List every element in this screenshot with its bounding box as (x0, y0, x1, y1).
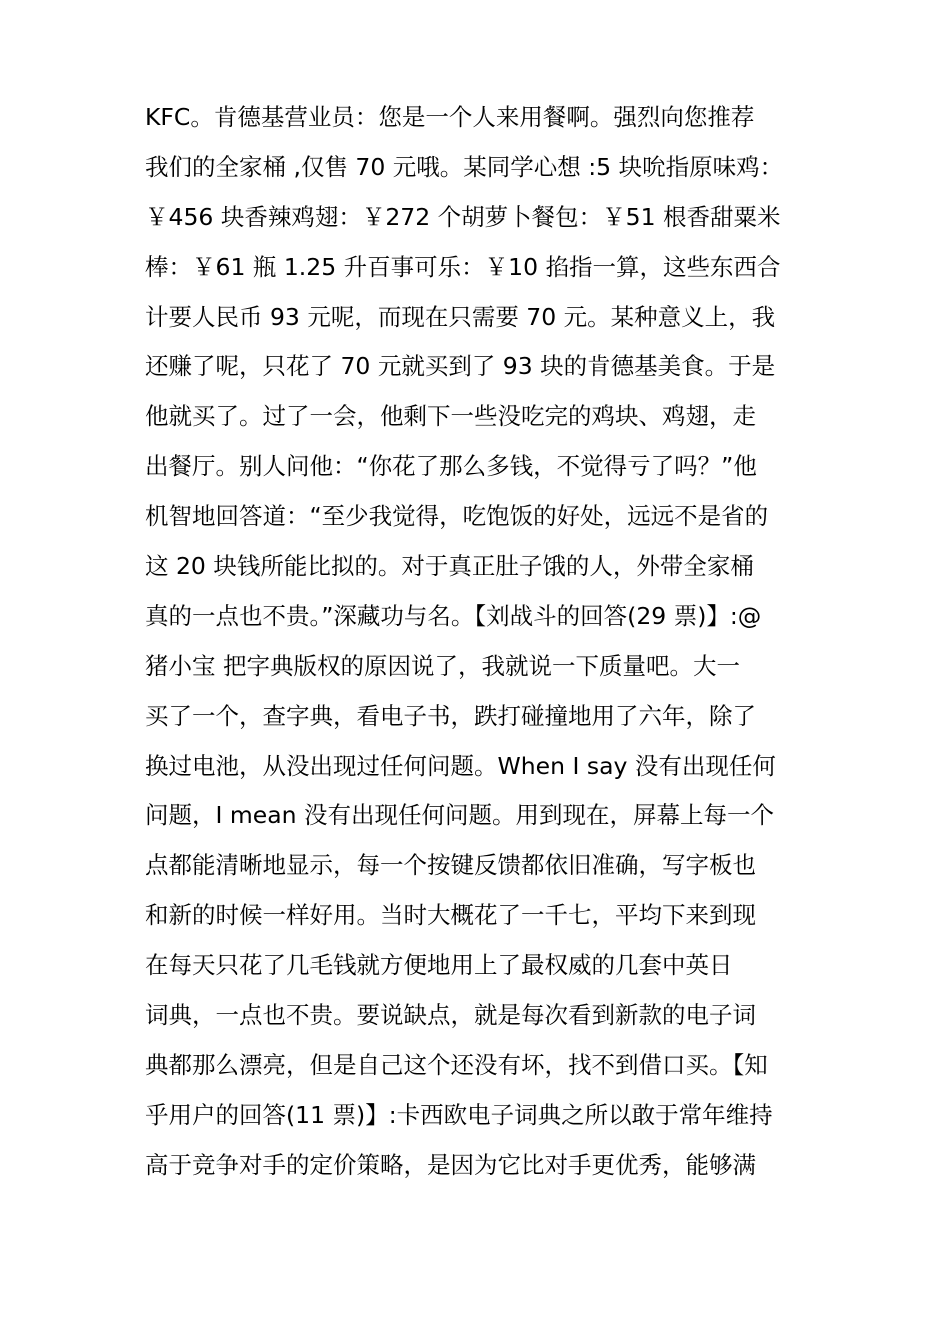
text-line: 词典，一点也不贵。要说缺点，就是每次看到新款的电子词 (145, 1001, 756, 1030)
text-line: 换过电池，从没出现过任何问题。When I say 没有出现任何 (145, 751, 776, 780)
text-line: 点都能清晰地显示，每一个按键反馈都依旧准确，写字板也 (145, 851, 756, 880)
text-line: 问题，I mean 没有出现任何问题。用到现在，屏幕上每一个 (145, 801, 775, 830)
text-line: 买了一个，查字典，看电子书，跌打碰撞地用了六年，除了 (145, 701, 756, 730)
text-line: 他就买了。过了一会，他剩下一些没吃完的鸡块、鸡翅，走 (145, 402, 756, 431)
text-line: KFC。肯德基营业员：您是一个人来用餐啊。强烈向您推荐 (145, 103, 755, 131)
text-line: 乎用户的回答(11 票)】:卡西欧电子词典之所以敢于常年维持 (145, 1100, 773, 1129)
text-line: ￥456 块香辣鸡翅：￥272 个胡萝卜餐包：￥51 根香甜粟米 (145, 202, 781, 231)
text-line: 还赚了呢，只花了 70 元就买到了 93 块的肯德基美食。于是 (145, 352, 776, 381)
text-line: 我们的全家桶 ,仅售 70 元哦。某同学心想 :5 块吮指原味鸡： (145, 152, 784, 181)
body-text (145, 93, 825, 1191)
text-line: 和新的时候一样好用。当时大概花了一千七，平均下来到现 (145, 901, 756, 930)
text-line: 猪小宝 把字典版权的原因说了，我就说一下质量吧。大一 (145, 651, 740, 680)
text-line: 这 20 块钱所能比拟的。对于真正肚子饿的人，外带全家桶 (145, 552, 754, 581)
text-line: 真的一点也不贵。”深藏功与名。【刘战斗的回答(29 票)】:@ (145, 601, 762, 630)
text-line: 棒：￥61 瓶 1.25 升百事可乐：￥10 掐指一算，这些东西合 (145, 252, 781, 281)
text-line: 计要人民币 93 元呢，而现在只需要 70 元。某种意义上，我 (145, 302, 776, 331)
text-line: 出餐厅。别人问他：“你花了那么多钱，不觉得亏了吗？”他 (145, 452, 757, 481)
text-line: 典都那么漂亮，但是自己这个还没有坏，找不到借口买。【知 (145, 1050, 768, 1079)
text-line: 高于竞争对手的定价策略，是因为它比对手更优秀，能够满 (145, 1150, 756, 1179)
text-line: 在每天只花了几毛钱就方便地用上了最权威的几套中英日 (145, 951, 733, 980)
text-line: 机智地回答道：“至少我觉得，吃饱饭的好处，远远不是省的 (145, 502, 769, 531)
